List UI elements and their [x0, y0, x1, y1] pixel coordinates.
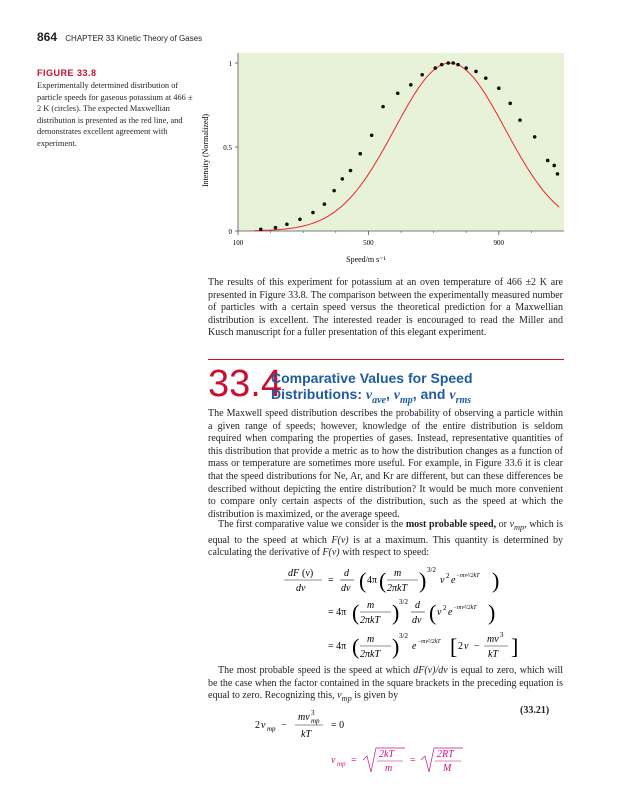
svg-text:2πkT: 2πkT [360, 649, 381, 660]
data-point [409, 83, 413, 87]
svg-text:2RT: 2RT [437, 749, 454, 760]
svg-text:): ) [488, 600, 496, 625]
svg-text:ν: ν [437, 607, 442, 618]
svg-text:2: 2 [458, 641, 463, 652]
figure-label: FIGURE 33.8 [37, 68, 97, 78]
data-point [440, 63, 444, 67]
data-point [370, 133, 374, 137]
data-point [311, 211, 315, 215]
section-number: 33.4 [208, 363, 282, 405]
svg-text:m: m [367, 600, 375, 611]
svg-text:ν: ν [261, 720, 266, 731]
svg-text:3/2: 3/2 [427, 566, 436, 574]
svg-text:): ) [419, 568, 427, 593]
paragraph-zero-derivative: The most probable speed is the speed at which dF(ν)/dν is equal to zero, which will be the case when the factor contained in the square brackets in the preceding equation is equal to zero. Recognizing this, $\nu_{mp}$ is given by [208, 665, 563, 704]
svg-text:ν: ν [464, 641, 469, 652]
chapter-title: CHAPTER 33 Kinetic Theory of Gases [65, 34, 203, 43]
data-point [464, 66, 468, 70]
running-header [37, 30, 202, 44]
svg-text:2kT: 2kT [379, 749, 394, 760]
svg-text:−mν²/2kT: −mν²/2kT [453, 605, 477, 611]
svg-text:mp: mp [337, 760, 346, 768]
svg-text:(: ( [429, 600, 437, 625]
data-point [285, 222, 289, 226]
svg-text:dν: dν [341, 583, 351, 594]
section-rule [208, 359, 564, 360]
svg-text:dν: dν [296, 583, 306, 594]
data-point [349, 169, 353, 173]
section-title [271, 370, 473, 409]
data-point [552, 164, 556, 168]
svg-text:d: d [344, 568, 349, 579]
data-point [518, 118, 522, 122]
data-point [298, 217, 302, 221]
svg-text:e: e [412, 641, 417, 652]
y-tick-label: 1 [228, 60, 232, 68]
svg-text:ν: ν [331, 755, 336, 766]
data-point [341, 177, 345, 181]
svg-text:3: 3 [500, 631, 504, 639]
svg-text:= 4π: = 4π [328, 641, 347, 652]
data-point [474, 70, 478, 74]
svg-text:(: ( [352, 634, 360, 659]
speed-distribution-chart [190, 45, 580, 270]
svg-text:4π: 4π [367, 575, 378, 586]
data-point [546, 159, 550, 163]
svg-text:): ) [392, 634, 400, 659]
paragraph-most-probable: The first comparative value we consider is the most probable speed, or $\nu_{mp}$, which is equal to the speed at which F(ν) is at a maximum. This quantity is determined by calculating the derivative of F(ν) with respect to speed: [208, 519, 564, 559]
svg-text:[: [ [450, 634, 458, 659]
paragraph-maxwell: The Maxwell speed distribution describes the probability of observing a particle within a given range of speeds; however, knowledge of the entire distribution is seldom required when comparing the properties of gases. Instead, representative quantities of this distribution that provide a metric as to how the distribution changes as a function of mass or temperature are sometimes more useful. For example, in Figure 33.6 it is clear that the speed distributions for Ne, Ar, and Kr are different, but can these differences be described without depicting the entire distribution? It would be much more convenient to compare only certain aspects of the distribution, such as the speed at which the distribution is maximized, or the average speed. [208, 408, 563, 520]
svg-text:m: m [367, 634, 375, 645]
section-title-line-1: Comparative Values for Speed [271, 370, 473, 386]
svg-text:]: ] [511, 634, 519, 659]
data-point [332, 189, 336, 193]
svg-text:=: = [351, 755, 357, 766]
svg-text:3/2: 3/2 [399, 598, 408, 606]
data-point [323, 202, 327, 206]
svg-text:2πkT: 2πkT [387, 583, 408, 594]
svg-text:−mν²/2kT: −mν²/2kT [417, 639, 441, 645]
svg-text:kT: kT [488, 649, 498, 660]
plot-area [238, 53, 564, 231]
page-number: 864 [37, 30, 58, 44]
svg-text:d: d [415, 600, 420, 611]
svg-text:mp: mp [311, 717, 320, 725]
derivative-equations [270, 566, 530, 664]
svg-text:2: 2 [446, 572, 450, 580]
svg-text:e: e [451, 575, 456, 586]
data-point [420, 73, 424, 77]
figure-caption: Experimentally determined distribution of particle speeds for gaseous potassium at 466 ± 2 K (circles). The expected Maxwellian distribution is presented as the red line, and demonstrates excellent agreement with experiment. [37, 81, 193, 148]
y-axis-label: Intensity (Normalized) [201, 113, 210, 187]
svg-text:M: M [443, 763, 452, 774]
svg-text:−: − [281, 720, 287, 731]
svg-text:= 4π: = 4π [328, 607, 347, 618]
data-point [358, 152, 362, 156]
data-point [433, 66, 437, 70]
svg-text:= 0: = 0 [331, 720, 345, 731]
svg-text:ν: ν [440, 575, 445, 586]
svg-text:kT: kT [301, 729, 311, 740]
data-point [497, 86, 501, 90]
x-axis-label: Speed/m s⁻¹ [346, 255, 386, 264]
data-point [556, 172, 560, 176]
svg-text:mν: mν [487, 634, 499, 645]
section-title-line-2: Distributions: $\nu_{ave}$, $\nu_{mp}$, and $\nu_{rms}$ [271, 386, 472, 406]
most-probable-speed-equations [255, 700, 475, 775]
data-point [446, 61, 450, 65]
svg-text:mp: mp [267, 725, 276, 733]
x-tick-label: 100 [232, 239, 244, 247]
data-point [381, 105, 385, 109]
svg-text:−mν²/2kT: −mν²/2kT [456, 573, 480, 579]
x-tick-label: 500 [363, 239, 374, 247]
svg-text:(ν): (ν) [302, 568, 314, 579]
svg-text:−: − [474, 641, 480, 652]
svg-text:2: 2 [255, 720, 260, 731]
equation-number: (33.21) [520, 705, 550, 716]
svg-text:mν: mν [298, 712, 310, 723]
svg-text:(: ( [359, 568, 367, 593]
y-tick-label: 0 [228, 228, 232, 236]
svg-text:dν: dν [412, 615, 422, 626]
svg-text:): ) [492, 568, 500, 593]
data-point [274, 226, 278, 230]
data-point [259, 228, 263, 232]
x-tick-label: 900 [493, 239, 505, 247]
svg-text:=: = [328, 575, 334, 586]
svg-text:3: 3 [311, 709, 315, 717]
data-point [508, 102, 512, 106]
data-point [533, 135, 537, 139]
svg-text:(: ( [379, 568, 387, 593]
svg-text:(: ( [352, 600, 360, 625]
svg-text:m: m [385, 763, 393, 774]
svg-text:m: m [394, 568, 402, 579]
y-tick-label: 0.5 [223, 144, 232, 152]
paragraph-results: The results of this experiment for potassium at an oven temperature of 466 ±2 K are presented in Figure 33.8. The comparison between the experimentally measured number of particles with a certain speed versus the theoretical prediction for a Maxwellian distribution is excellent. The interested reader is encouraged to read the Miller and Kusch manuscript for a fuller presentation of this elegant experiment. [208, 277, 563, 339]
svg-text:=: = [410, 755, 416, 766]
svg-text:dF: dF [288, 568, 300, 579]
svg-text:2: 2 [443, 604, 447, 612]
data-point [456, 63, 460, 67]
svg-text:): ) [392, 600, 400, 625]
svg-text:e: e [448, 607, 453, 618]
data-point [484, 76, 488, 80]
data-point [396, 91, 400, 95]
svg-text:3/2: 3/2 [399, 632, 408, 640]
data-point [451, 61, 455, 65]
svg-text:2πkT: 2πkT [360, 615, 381, 626]
